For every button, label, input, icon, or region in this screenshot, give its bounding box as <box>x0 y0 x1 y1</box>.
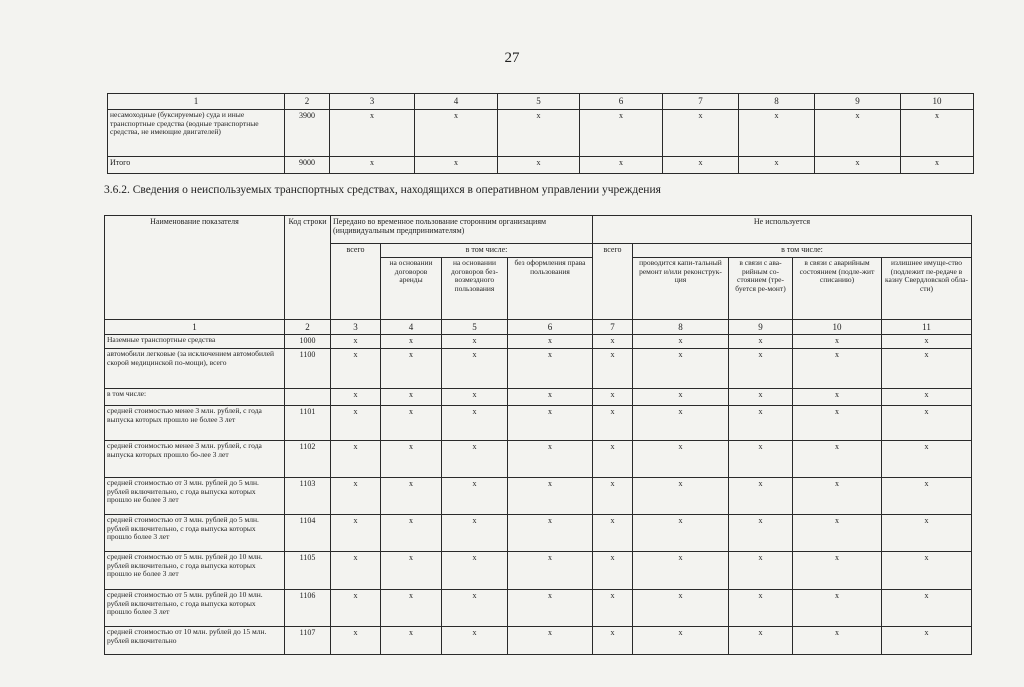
row-code: 1107 <box>285 627 331 655</box>
cell: х <box>381 478 442 515</box>
main-table <box>104 215 972 655</box>
col-number: 4 <box>415 94 498 110</box>
row-code: 1106 <box>285 590 331 627</box>
cell: х <box>381 627 442 655</box>
header-emergency: в связи с ава-рийным со-стоянием (тре-буется ре-монт) <box>729 258 793 320</box>
col-number: 7 <box>593 320 633 335</box>
col-number: 6 <box>580 94 663 110</box>
header-free-use: на основании договоров без-возмездного пользования <box>442 258 508 320</box>
col-number: 3 <box>331 320 381 335</box>
cell: х <box>442 335 508 349</box>
cell: х <box>815 110 901 157</box>
cell: х <box>593 349 633 389</box>
cell: х <box>729 552 793 590</box>
cell: х <box>330 157 415 174</box>
cell: х <box>331 389 381 406</box>
cell: х <box>593 590 633 627</box>
cell: х <box>593 335 633 349</box>
col-number: 4 <box>381 320 442 335</box>
table-row <box>105 515 972 552</box>
cell: х <box>882 590 972 627</box>
cell: х <box>901 110 974 157</box>
cell: х <box>508 552 593 590</box>
cell: х <box>882 627 972 655</box>
cell: х <box>663 110 739 157</box>
cell: х <box>729 406 793 441</box>
col-number: 1 <box>105 320 285 335</box>
row-code: 1105 <box>285 552 331 590</box>
cell: х <box>633 349 729 389</box>
cell: х <box>815 157 901 174</box>
header-code: Код строки <box>285 216 331 320</box>
cell: х <box>729 627 793 655</box>
cell: х <box>593 515 633 552</box>
cell: х <box>508 335 593 349</box>
header-transferred: Передано во временное пользование сторонним организациям (индивидуальным предпринимателям) <box>331 216 593 244</box>
col-number: 1 <box>108 94 285 110</box>
table-row <box>108 110 974 157</box>
cell: х <box>442 349 508 389</box>
cell: х <box>729 389 793 406</box>
cell: х <box>498 110 580 157</box>
table-row <box>105 406 972 441</box>
cell: х <box>593 389 633 406</box>
row-name: средней стоимостью от 3 млн. рублей до 5 млн. рублей включительно, с года выпуска которых прошло более 3 лет <box>105 515 285 552</box>
cell: х <box>381 590 442 627</box>
cell: х <box>729 515 793 552</box>
cell: х <box>442 515 508 552</box>
cell: х <box>442 441 508 478</box>
cell: х <box>633 552 729 590</box>
cell: х <box>442 478 508 515</box>
cell: х <box>580 157 663 174</box>
cell: х <box>508 515 593 552</box>
row-code: 1103 <box>285 478 331 515</box>
header-lease: на основании договоров аренды <box>381 258 442 320</box>
header-row <box>105 216 972 244</box>
cell: х <box>381 515 442 552</box>
col-number: 10 <box>901 94 974 110</box>
cell: х <box>633 441 729 478</box>
table-row <box>105 389 972 406</box>
cell: х <box>331 627 381 655</box>
cell: х <box>593 441 633 478</box>
header-not-used: Не используется <box>593 216 972 244</box>
cell: х <box>330 110 415 157</box>
row-code: 1000 <box>285 335 331 349</box>
cell: х <box>331 590 381 627</box>
row-name: средней стоимостью от 5 млн. рублей до 10 млн. рублей включительно, с года выпуска которых прошло не более 3 лет <box>105 552 285 590</box>
row-name: средней стоимостью от 5 млн. рублей до 10 млн. рублей включительно, с года выпуска которых прошло более 3 лет <box>105 590 285 627</box>
column-number-row <box>108 94 974 110</box>
cell: х <box>508 478 593 515</box>
cell: х <box>633 389 729 406</box>
cell: х <box>882 389 972 406</box>
cell: х <box>729 478 793 515</box>
cell: х <box>508 389 593 406</box>
header-no-formal: без оформления права пользования <box>508 258 593 320</box>
cell: х <box>793 441 882 478</box>
header-total-2: всего <box>593 244 633 320</box>
cell: х <box>331 478 381 515</box>
col-number: 11 <box>882 320 972 335</box>
cell: х <box>580 110 663 157</box>
cell: х <box>508 590 593 627</box>
header-indicator: Наименование показателя <box>105 216 285 320</box>
cell: х <box>593 478 633 515</box>
main-table-body <box>105 335 972 655</box>
table-row <box>108 157 974 174</box>
header-total: всего <box>331 244 381 320</box>
cell: х <box>793 478 882 515</box>
table-row <box>105 552 972 590</box>
table-row <box>105 335 972 349</box>
row-name: в том числе: <box>105 389 285 406</box>
row-code: 3900 <box>285 110 330 157</box>
cell: х <box>508 406 593 441</box>
cell: х <box>381 552 442 590</box>
header-including-2: в том числе: <box>633 244 972 258</box>
cell: х <box>381 335 442 349</box>
cell: х <box>633 627 729 655</box>
row-code: 1102 <box>285 441 331 478</box>
cell: х <box>498 157 580 174</box>
header-surplus: излишнее имуще-ство (подлежит пе-редаче в казну Свердловской обла-сти) <box>882 258 972 320</box>
row-code: 1104 <box>285 515 331 552</box>
row-name: средней стоимостью от 10 млн. рублей до 15 млн. рублей включительно <box>105 627 285 655</box>
col-number: 2 <box>285 94 330 110</box>
cell: х <box>633 406 729 441</box>
cell: х <box>442 389 508 406</box>
cell: х <box>381 349 442 389</box>
header-including: в том числе: <box>381 244 593 258</box>
cell: х <box>882 406 972 441</box>
col-number: 8 <box>739 94 815 110</box>
cell: х <box>331 441 381 478</box>
col-number: 3 <box>330 94 415 110</box>
header-repair: проводится капи-тальный ремонт и/или реконструк-ция <box>633 258 729 320</box>
cell: х <box>415 157 498 174</box>
col-number: 9 <box>729 320 793 335</box>
cell: х <box>331 335 381 349</box>
row-code: 1101 <box>285 406 331 441</box>
cell: х <box>331 406 381 441</box>
cell: х <box>442 552 508 590</box>
cell: х <box>415 110 498 157</box>
cell: х <box>633 478 729 515</box>
cell: х <box>633 590 729 627</box>
col-number: 10 <box>793 320 882 335</box>
cell: х <box>663 157 739 174</box>
cell: х <box>381 441 442 478</box>
cell: х <box>442 406 508 441</box>
table-row <box>105 590 972 627</box>
cell: х <box>442 627 508 655</box>
row-name: средней стоимостью менее 3 млн. рублей, с года выпуска которых прошло бо-лее 3 лет <box>105 441 285 478</box>
cell: х <box>381 406 442 441</box>
row-name: несамоходные (буксируемые) суда и иные транспортные средства (водные транспортные средства, не имеющие двигателей) <box>108 110 285 157</box>
cell: х <box>793 515 882 552</box>
cell: х <box>633 335 729 349</box>
column-number-row <box>105 320 972 335</box>
cell: х <box>729 335 793 349</box>
section-title: 3.6.2. Сведения о неиспользуемых транспортных средствах, находящихся в оперативном управлении учреждения <box>104 184 661 196</box>
cell: х <box>793 627 882 655</box>
col-number: 8 <box>633 320 729 335</box>
row-name: средней стоимостью менее 3 млн. рублей, с года выпуска которых прошло не более 3 лет <box>105 406 285 441</box>
col-number: 6 <box>508 320 593 335</box>
cell: х <box>882 349 972 389</box>
cell: х <box>508 441 593 478</box>
row-name: Итого <box>108 157 285 174</box>
cell: х <box>882 441 972 478</box>
cell: х <box>593 627 633 655</box>
table-row <box>105 349 972 389</box>
cell: х <box>331 349 381 389</box>
cell: х <box>633 515 729 552</box>
cell: х <box>331 552 381 590</box>
cell: х <box>442 590 508 627</box>
row-code <box>285 389 331 406</box>
cell: х <box>508 627 593 655</box>
cell: х <box>793 389 882 406</box>
header-write-off: в связи с аварийным состоянием (подле-жит списанию) <box>793 258 882 320</box>
col-number: 5 <box>498 94 580 110</box>
table-row <box>105 478 972 515</box>
cell: х <box>593 552 633 590</box>
cell: х <box>381 389 442 406</box>
col-number: 7 <box>663 94 739 110</box>
cell: х <box>882 335 972 349</box>
row-code: 1100 <box>285 349 331 389</box>
cell: х <box>508 349 593 389</box>
cell: х <box>739 110 815 157</box>
cell: х <box>793 406 882 441</box>
cell: х <box>882 515 972 552</box>
cell: х <box>793 349 882 389</box>
cell: х <box>729 349 793 389</box>
cell: х <box>882 552 972 590</box>
cell: х <box>729 441 793 478</box>
cell: х <box>593 406 633 441</box>
cell: х <box>882 478 972 515</box>
cell: х <box>793 335 882 349</box>
table-row <box>105 627 972 655</box>
cell: х <box>901 157 974 174</box>
col-number: 5 <box>442 320 508 335</box>
cell: х <box>729 590 793 627</box>
cell: х <box>793 552 882 590</box>
cell: х <box>331 515 381 552</box>
col-number: 2 <box>285 320 331 335</box>
page-number: 27 <box>504 50 520 66</box>
top-table <box>107 93 974 174</box>
cell: х <box>793 590 882 627</box>
row-name: Наземные транспортные средства <box>105 335 285 349</box>
table-row <box>105 441 972 478</box>
row-name: автомобили легковые (за исключением автомобилей скорой медицинской по-мощи), всего <box>105 349 285 389</box>
cell: х <box>739 157 815 174</box>
col-number: 9 <box>815 94 901 110</box>
row-name: средней стоимостью от 3 млн. рублей до 5 млн. рублей включительно, с года выпуска которых прошло не более 3 лет <box>105 478 285 515</box>
row-code: 9000 <box>285 157 330 174</box>
